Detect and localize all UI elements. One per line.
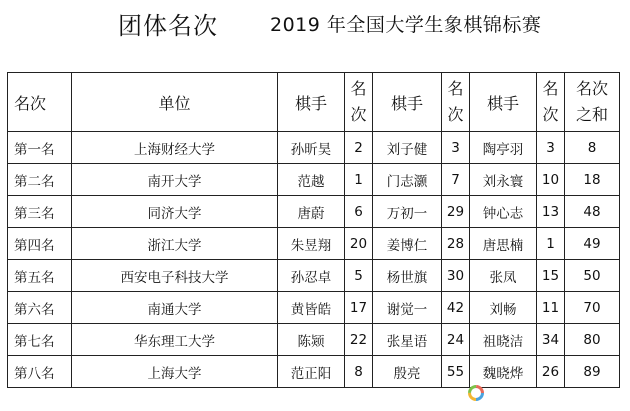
cell-sum: 50 (565, 260, 620, 292)
cell-place: 30 (442, 260, 470, 292)
cell-place: 17 (345, 292, 373, 324)
table-row (8, 164, 620, 196)
cell-sum: 89 (565, 356, 620, 388)
cell-place: 6 (345, 196, 373, 228)
cell-place: 8 (345, 356, 373, 388)
cell-place: 28 (442, 228, 470, 260)
cell-place: 2 (345, 132, 373, 164)
header-player-3: 棋手 (470, 73, 537, 132)
cell-place: 1 (345, 164, 373, 196)
cell-unit: 华东理工大学 (72, 324, 278, 356)
table-row (8, 292, 620, 324)
cell-player: 唐蔚 (278, 196, 345, 228)
header-place-3: 名 次 (537, 73, 565, 132)
cell-rank: 第四名 (8, 228, 72, 260)
cell-unit: 上海大学 (72, 356, 278, 388)
cell-player: 刘畅 (470, 292, 537, 324)
cell-rank: 第一名 (8, 132, 72, 164)
cell-place: 13 (537, 196, 565, 228)
cell-player: 范越 (278, 164, 345, 196)
cell-player: 刘永寰 (470, 164, 537, 196)
cell-sum: 18 (565, 164, 620, 196)
cell-rank: 第七名 (8, 324, 72, 356)
header-place-2: 名 次 (442, 73, 470, 132)
header-row (8, 73, 620, 132)
cell-rank: 第五名 (8, 260, 72, 292)
cell-place: 26 (537, 356, 565, 388)
cell-rank: 第八名 (8, 356, 72, 388)
event-title: 2019 年全国大学生象棋锦标赛 (270, 14, 542, 36)
cell-place: 3 (442, 132, 470, 164)
table-row (8, 132, 620, 164)
cell-sum: 80 (565, 324, 620, 356)
cell-unit: 同济大学 (72, 196, 278, 228)
table-row (8, 196, 620, 228)
cell-unit: 南通大学 (72, 292, 278, 324)
cell-player: 祖晓洁 (470, 324, 537, 356)
cell-player: 陈颎 (278, 324, 345, 356)
table-row (8, 324, 620, 356)
header-place-1: 名 次 (345, 73, 373, 132)
cell-unit: 西安电子科技大学 (72, 260, 278, 292)
cell-player: 朱昱翔 (278, 228, 345, 260)
header-player-2: 棋手 (373, 73, 442, 132)
cell-player: 魏晓烨 (470, 356, 537, 388)
page-title: 团体名次 (118, 12, 218, 40)
cell-place: 42 (442, 292, 470, 324)
table-row (8, 356, 620, 388)
cell-player: 唐思楠 (470, 228, 537, 260)
cell-player: 张星语 (373, 324, 442, 356)
cell-rank: 第三名 (8, 196, 72, 228)
cell-place: 34 (537, 324, 565, 356)
cell-sum: 48 (565, 196, 620, 228)
cell-sum: 8 (565, 132, 620, 164)
cell-rank: 第二名 (8, 164, 72, 196)
cell-sum: 49 (565, 228, 620, 260)
cell-unit: 上海财经大学 (72, 132, 278, 164)
cell-sum: 70 (565, 292, 620, 324)
cell-unit: 浙江大学 (72, 228, 278, 260)
header-unit: 单位 (72, 73, 278, 132)
cell-place: 29 (442, 196, 470, 228)
cell-place: 10 (537, 164, 565, 196)
cell-player: 钟心志 (470, 196, 537, 228)
cell-place: 5 (345, 260, 373, 292)
cell-place: 22 (345, 324, 373, 356)
cell-player: 门志灏 (373, 164, 442, 196)
cell-player: 黄皆皓 (278, 292, 345, 324)
cell-player: 范正阳 (278, 356, 345, 388)
table-row (8, 260, 620, 292)
cell-player: 杨世旗 (373, 260, 442, 292)
cell-place: 20 (345, 228, 373, 260)
cell-player: 孙昕昊 (278, 132, 345, 164)
cell-place: 55 (442, 356, 470, 388)
cell-place: 1 (537, 228, 565, 260)
cell-player: 谢觉一 (373, 292, 442, 324)
cell-unit: 南开大学 (72, 164, 278, 196)
cell-place: 15 (537, 260, 565, 292)
cell-player: 殷亮 (373, 356, 442, 388)
cell-player: 刘子健 (373, 132, 442, 164)
cell-place: 3 (537, 132, 565, 164)
cell-player: 万初一 (373, 196, 442, 228)
header-rank: 名次 (8, 73, 72, 132)
cell-place: 7 (442, 164, 470, 196)
cell-player: 陶亭羽 (470, 132, 537, 164)
cell-player: 姜博仁 (373, 228, 442, 260)
header-sum: 名次 之和 (565, 73, 620, 132)
cell-place: 11 (537, 292, 565, 324)
header-player-1: 棋手 (278, 73, 345, 132)
cell-place: 24 (442, 324, 470, 356)
cell-player: 孙忍卓 (278, 260, 345, 292)
cell-rank: 第六名 (8, 292, 72, 324)
table-row (8, 228, 620, 260)
circle-logo-icon (467, 384, 485, 402)
results-table (7, 72, 620, 388)
cell-player: 张凤 (470, 260, 537, 292)
